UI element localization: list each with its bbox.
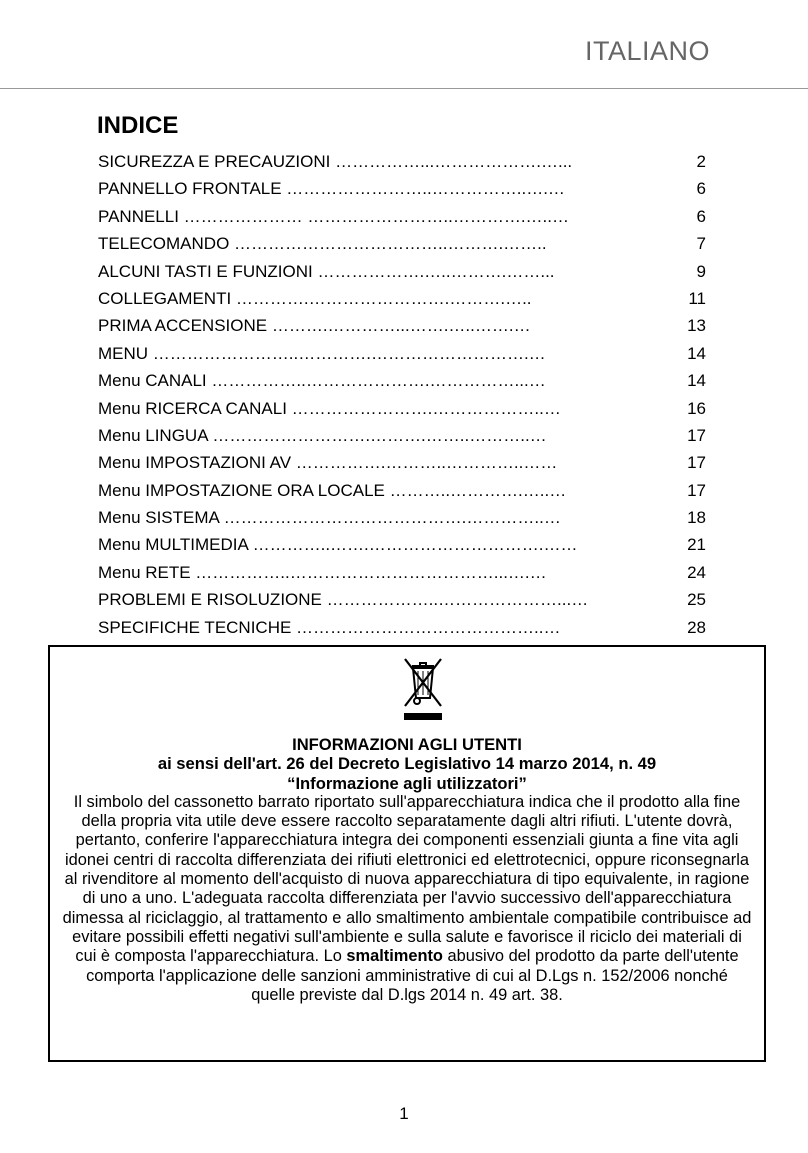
toc-entry-page: 6 [696,179,706,199]
toc-entry [98,312,708,339]
notice-body-part-2: abusivo del prodotto da parte dell'utente comporta l'applicazione delle sanzioni amministrative di cui al D.Lgs n. 152/2006 nonché quelle previste dal D.lgs 2014 n. 49 art. 38. [86,947,739,1004]
toc-entry [98,340,708,367]
toc-entry [98,285,708,312]
toc-entry-page: 21 [687,535,706,555]
toc-entry-label: Menu IMPOSTAZIONI AV …………….………..…………..…… [98,453,558,473]
notice-body-bold: smaltimento [346,947,443,966]
toc-entry-page: 17 [687,453,706,473]
toc-entry-label: PRIMA ACCENSIONE ……….…………...…….…..…….… [98,316,531,336]
toc-entry-label: SPECIFICHE TECNICHE ……………………………………..… [98,617,561,637]
toc-entry [98,395,708,422]
toc-entry-label: Menu MULTIMEDIA …………..…….………………………….…… [98,535,578,555]
toc-entry-label: Menu RETE ……………..………………………………...….… [98,562,547,582]
notice-heading-2: ai sensi dell'art. 26 del Decreto Legislativo 14 marzo 2014, n. 49 [157,754,657,774]
toc-entry-page: 13 [687,316,706,336]
toc-entry-label: COLLEGAMENTI ………….…………………….……….….. [98,288,532,308]
header-divider [0,88,808,89]
toc-entry-page: 7 [696,234,706,254]
notice-body [62,793,752,1005]
weee-notice-box [48,645,766,1062]
notice-body-part-1: Il simbolo del cassonetto barrato riportato sull'apparecchiatura indica che il prodotto alla fine della propria vita utile deve essere raccolto separatamente dagli altri rifiuti. L'utente dovrà, pertanto, conferire l'apparecchiatura integra dei componenti essenziali giunta a fine vita agli idonei centri di raccolta differenziata dei rifiuti elettronici ed elettrotecnici, oppure riconsegnarla al rivenditore al momento dell'acquisto di nuova apparecchiatura di tipo equivalente, in ragione di uno a uno. L'adeguata raccolta differenziata per l'avvio successivo dell'apparecchiatura dimessa al riciclaggio, al trattamento e allo smaltimento ambientale compatibile contribuisce ad evitare possibili effetti negativi sull'ambiente e sulla salute e favorisce il riciclo dei materiali di cui è composta l'apparecchiatura. Lo [62,792,752,966]
toc-entry [98,203,708,230]
toc-entry-label: Menu IMPOSTAZIONE ORA LOCALE ………..………….…..… [98,480,567,500]
toc-entry-page: 2 [696,152,706,171]
weee-notice-text [62,735,752,1005]
notice-heading-1: INFORMAZIONI AGLI UTENTI [292,735,522,754]
toc-entry-label: PROBLEMI E RISOLUZIONE ………………..…………………...… [98,590,589,610]
toc-entry-label: MENU ……………………..………….……………………….… [98,343,546,363]
page-number: 1 [399,1104,409,1123]
notice-heading-3: “Informazione agli utilizzatori” [287,773,527,793]
toc-entry-page: 14 [687,343,706,363]
toc-entry-page: 16 [687,398,706,418]
toc-entry-label: Menu SISTEMA …………………………………….…………..… [98,508,561,528]
toc-entry-page: 18 [687,508,706,528]
toc-entry [98,230,708,257]
toc-entry [98,449,708,476]
toc-entry [98,531,708,558]
toc-entry [98,477,708,504]
toc-entry-page: 17 [687,480,706,500]
toc-entry-page: 9 [696,261,706,281]
crossed-out-wheelie-bin-icon [400,654,446,722]
toc-entry-label: PANNELLO FRONTALE ……………………..……………..….… [98,179,565,199]
toc-entry-page: 14 [687,371,706,391]
toc-entry-page: 24 [687,562,706,582]
toc-entry [98,504,708,531]
toc-entry [98,258,708,285]
toc-entry [98,614,708,641]
table-of-contents [98,148,708,641]
toc-entry-label: ALCUNI TASTI E FUNZIONI ……………….…..……….……... [98,261,555,281]
toc-entry-page: 28 [687,617,706,637]
header-language: ITALIANO [584,36,710,66]
toc-entry-page: 17 [687,425,706,445]
toc-title: INDICE [97,112,179,139]
toc-entry [98,559,708,586]
toc-entry [98,586,708,613]
toc-entry-page: 11 [688,288,706,308]
toc-entry-label: Menu LINGUA ……………………….……….……..………..… [98,425,547,445]
toc-entry [98,175,708,202]
toc-entry-page: 25 [687,590,706,610]
toc-entry-label: TELECOMANDO ………………………………..……….…….. [98,234,547,254]
toc-entry [98,367,708,394]
toc-entry-label: PANNELLI ………………… ……………………..………….…..… [98,206,570,226]
toc-entry-page: 6 [696,206,706,226]
toc-entry [98,422,708,449]
toc-entry-label: SICUREZZA E PRECAUZIONI ……………...……………….…... [98,152,573,171]
toc-entry-label: Menu CANALI ……………..………………….……………...… [98,371,546,391]
toc-entry-label: Menu RICERCA CANALI …………………….………………..… [98,398,561,418]
toc-entry [98,148,708,175]
